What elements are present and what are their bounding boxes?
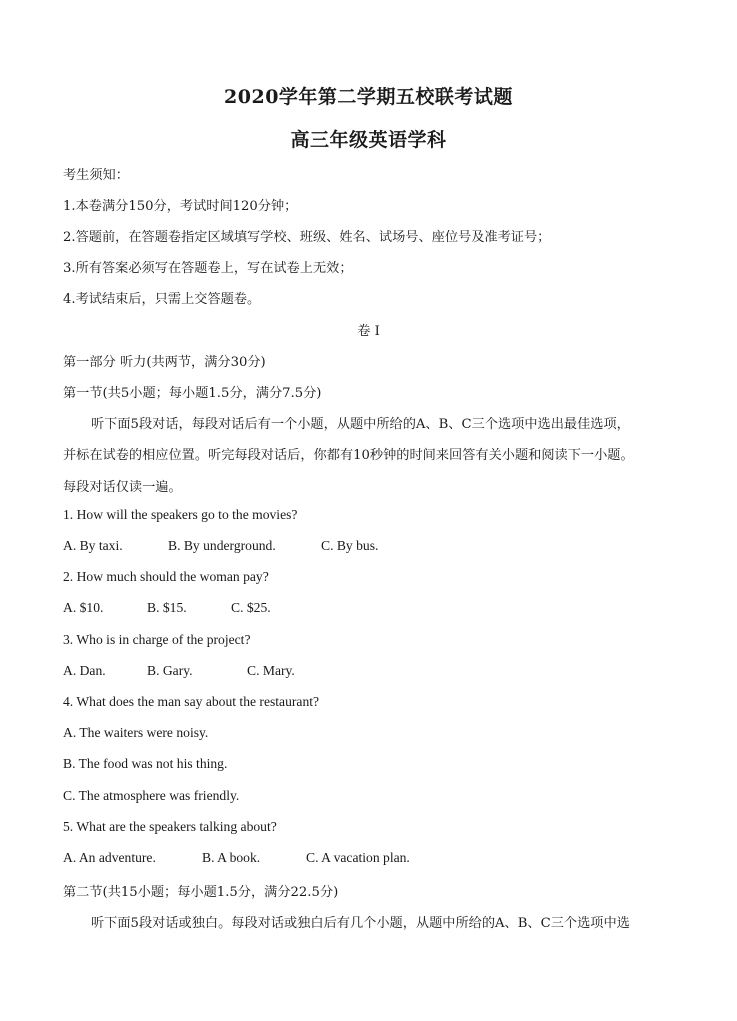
notice-item-4: 4.考试结束后，只需上交答题卷。 — [63, 292, 261, 307]
notice-item-1: 1.本卷满分150分，考试时间120分钟； — [63, 199, 298, 214]
section1-heading: 第一节(共5小题；每小题1.5分，满分7.5分) — [63, 386, 322, 401]
section1-instruction-3: 每段对话仅读一遍。 — [63, 480, 182, 495]
question-3-stem: 3. Who is in charge of the project? — [63, 632, 251, 647]
question-2-option-b: B. $15. — [147, 600, 187, 615]
question-4-option-c: C. The atmosphere was friendly. — [63, 788, 240, 803]
question-3-option-b: B. Gary. — [147, 663, 193, 678]
question-3-option-a: A. Dan. — [63, 663, 106, 678]
notice-item-3: 3.所有答案必须写在答题卷上，写在试卷上无效； — [63, 261, 353, 276]
question-1-option-a: A. By taxi. — [63, 538, 123, 553]
question-1-option-b: B. By underground. — [168, 538, 276, 553]
exam-subtitle: 高三年级英语学科 — [290, 129, 447, 151]
question-1-stem: 1. How will the speakers go to the movies? — [63, 507, 298, 522]
question-5-option-b: B. A book. — [202, 850, 261, 865]
question-2-option-c: C. $25. — [231, 600, 271, 615]
exam-title: 2020学年第二学期五校联考试题 — [224, 86, 513, 108]
section1-instruction-2: 并标在试卷的相应位置。听完每段对话后，你都有10秒钟的时间来回答有关小题和阅读下一小题。 — [63, 448, 634, 463]
question-2-option-a: A. $10. — [63, 600, 104, 615]
question-1-option-c: C. By bus. — [321, 538, 379, 553]
question-4-option-b: B. The food was not his thing. — [63, 756, 228, 771]
part1-heading: 第一部分 听力(共两节，满分30分) — [63, 355, 266, 370]
question-3-option-c: C. Mary. — [247, 663, 295, 678]
section1-instruction-1: 听下面5段对话，每段对话后有一个小题，从题中所给的A、B、C三个选项中选出最佳选项， — [91, 417, 630, 432]
question-5-option-c: C. A vacation plan. — [306, 850, 410, 865]
section2-instruction-1: 听下面5段对话或独白。每段对话或独白后有几个小题，从题中所给的A、B、C三个选项中选 — [91, 916, 630, 931]
question-4-stem: 4. What does the man say about the restaurant? — [63, 694, 320, 709]
question-4-option-a: A. The waiters were noisy. — [63, 725, 209, 740]
notice-heading: 考生须知： — [63, 168, 129, 183]
question-2-stem: 2. How much should the woman pay? — [63, 569, 269, 584]
section2-heading: 第二节(共15小题；每小题1.5分，满分22.5分) — [63, 885, 339, 900]
question-5-stem: 5. What are the speakers talking about? — [63, 819, 277, 834]
question-5-option-a: A. An adventure. — [63, 850, 156, 865]
volume-label: 卷 I — [357, 324, 380, 339]
notice-item-2: 2.答题前，在答题卷指定区域填写学校、班级、姓名、试场号、座位号及准考证号； — [63, 230, 551, 245]
